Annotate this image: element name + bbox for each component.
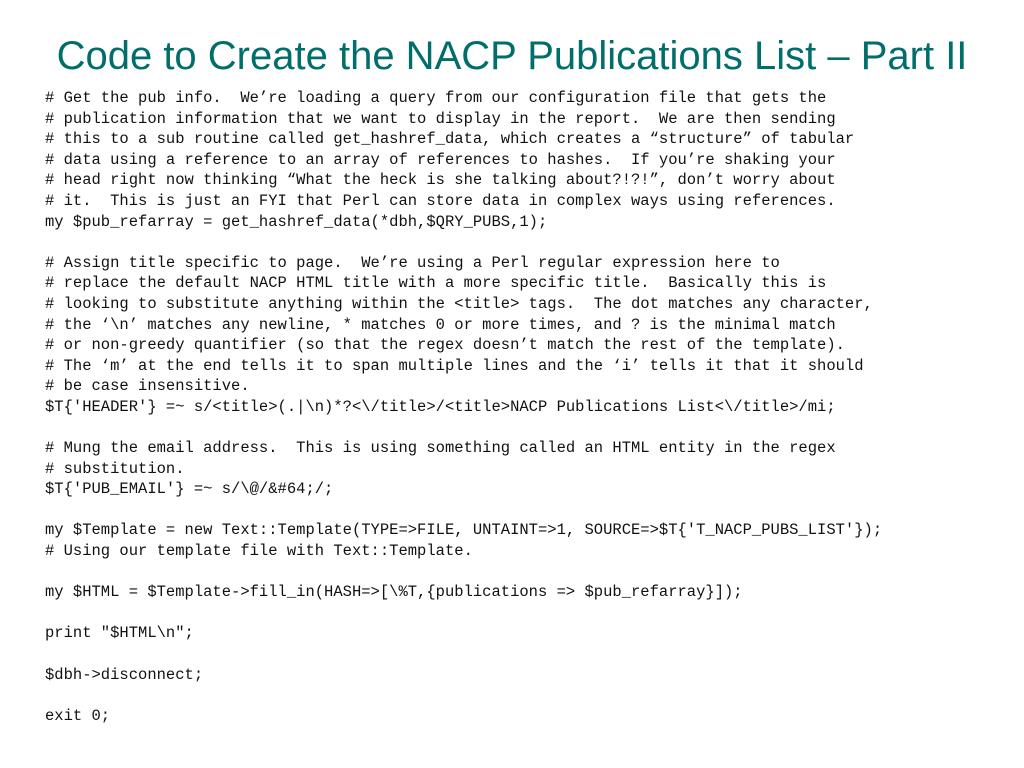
code-line: $T{'PUB_EMAIL'} =~ s/\@/&#64;/; bbox=[45, 480, 334, 499]
code-line: exit 0; bbox=[45, 706, 111, 725]
slide-title: Code to Create the NACP Publications List – Part II bbox=[56, 34, 968, 78]
code-line: # publication information that we want to display in the report. We are then sending bbox=[45, 109, 836, 128]
code-line: my $Template = new Text::Template(TYPE=>FILE, UNTAINT=>1, SOURCE=>$T{'T_NACP_PUBS_LIST'}); bbox=[45, 521, 883, 540]
code-line bbox=[45, 232, 1020, 253]
code-line: # The ‘m’ at the end tells it to span multiple lines and the ‘i’ tells it that it should bbox=[45, 356, 864, 375]
code-line: $T{'HEADER'} =~ s/<title>(.|\n)*?<\/title>/<title>NACP Publications List<\/title>/mi; bbox=[45, 397, 836, 416]
code-line: # head right now thinking “What the heck is she talking about?!?!”, don’t worry about bbox=[45, 171, 836, 190]
code-line: $dbh->disconnect; bbox=[45, 665, 204, 684]
code-line: # substitution. bbox=[45, 459, 185, 478]
code-line: my $pub_refarray = get_hashref_data(*dbh,$QRY_PUBS,1); bbox=[45, 212, 548, 231]
code-line: # replace the default NACP HTML title with a more specific title. Basically this is bbox=[45, 274, 827, 293]
code-line: # Using our template file with Text::Template. bbox=[45, 542, 473, 561]
code-line: # or non-greedy quantifier (so that the regex doesn’t match the rest of the template). bbox=[45, 336, 845, 355]
code-line: # it. This is just an FYI that Perl can store data in complex ways using references. bbox=[45, 191, 836, 210]
code-line bbox=[45, 603, 1020, 624]
code-line: # data using a reference to an array of references to hashes. If you’re shaking your bbox=[45, 150, 836, 169]
code-line: # Get the pub info. We’re loading a query from our configuration file that gets the bbox=[45, 89, 827, 107]
code-line bbox=[45, 685, 1020, 706]
code-line: # Assign title specific to page. We’re using a Perl regular expression here to bbox=[45, 253, 780, 272]
code-line bbox=[45, 418, 1020, 439]
code-line: # the ‘\n’ matches any newline, * matches 0 or more times, and ? is the minimal match bbox=[45, 315, 836, 334]
code-line bbox=[45, 562, 1020, 583]
code-line bbox=[45, 644, 1020, 665]
code-line: print "$HTML\n"; bbox=[45, 624, 194, 643]
code-line: # be case insensitive. bbox=[45, 377, 250, 396]
code-line: # Mung the email address. This is using something called an HTML entity in the regex bbox=[45, 439, 836, 458]
code-line: # this to a sub routine called get_hashref_data, which creates a “structure” of tabular bbox=[45, 130, 855, 149]
code-block bbox=[45, 88, 1020, 726]
code-line: my $HTML = $Template->fill_in(HASH=>[\%T,{publications => $pub_refarray}]); bbox=[45, 583, 743, 602]
code-line: # looking to substitute anything within the <title> tags. The dot matches any character, bbox=[45, 294, 873, 313]
code-line bbox=[45, 500, 1020, 521]
